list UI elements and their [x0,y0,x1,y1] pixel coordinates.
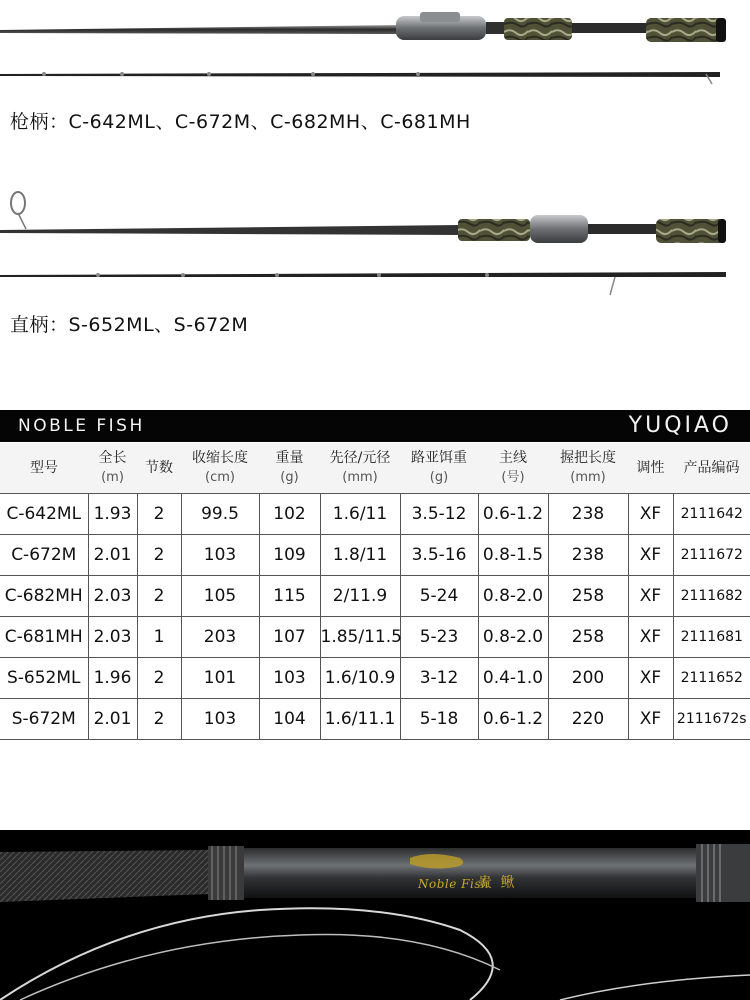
cell-product-code: 2111672s [673,698,750,739]
header-line: 主线 (号) [478,443,548,493]
brand-logo-right: YUQIAO [628,413,732,438]
header-grip-length: 握把长度 (mm) [548,443,628,493]
cell-diameter: 1.85/11.5 [320,616,400,657]
cell-sections: 2 [137,534,181,575]
cell-model: C-681MH [0,616,88,657]
cell-grip-length: 258 [548,616,628,657]
cell-weight: 104 [259,698,320,739]
cell-length: 2.01 [88,698,137,739]
table-row [0,493,750,534]
header-action: 调性 [628,443,673,493]
header-length: 全长 (m) [88,443,137,493]
cell-weight: 103 [259,657,320,698]
cell-product-code: 2111681 [673,616,750,657]
cell-diameter: 1.6/10.9 [320,657,400,698]
cell-sections: 2 [137,493,181,534]
cell-diameter: 1.6/11.1 [320,698,400,739]
cell-grip-length: 200 [548,657,628,698]
cell-line: 0.6-1.2 [478,493,548,534]
cell-closed-length: 103 [181,698,259,739]
casting-rod-image [0,0,750,100]
cell-length: 1.96 [88,657,137,698]
cell-action: XF [628,534,673,575]
cell-product-code: 2111682 [673,575,750,616]
table-row [0,534,750,575]
cell-closed-length: 99.5 [181,493,259,534]
cell-product-code: 2111652 [673,657,750,698]
cell-sections: 2 [137,698,181,739]
spinning-rod-section [0,185,750,340]
cell-sections: 2 [137,657,181,698]
cell-grip-length: 238 [548,493,628,534]
cell-line: 0.4-1.0 [478,657,548,698]
cell-diameter: 2/11.9 [320,575,400,616]
product-logo-text: Noble Fish [418,877,490,891]
table-row [0,698,750,739]
table-row [0,616,750,657]
cell-sections: 2 [137,575,181,616]
cell-lure-weight: 5-23 [400,616,478,657]
casting-caption: 枪柄：C-642ML、C-672M、C-682MH、C-681MH [10,111,471,133]
cell-lure-weight: 3.5-12 [400,493,478,534]
cell-grip-length: 220 [548,698,628,739]
cell-lure-weight: 5-24 [400,575,478,616]
header-product-code: 产品编码 [673,443,750,493]
spec-table [0,443,750,740]
rod-closeup-image [0,830,750,1000]
cell-action: XF [628,493,673,534]
cell-diameter: 1.6/11 [320,493,400,534]
cell-line: 0.8-2.0 [478,616,548,657]
cell-product-code: 2111672 [673,534,750,575]
spinning-rod-image [0,185,750,305]
spinning-caption: 直柄：S-652ML、S-672M [10,314,249,336]
cell-lure-weight: 3-12 [400,657,478,698]
cell-product-code: 2111642 [673,493,750,534]
brand-name-left: NOBLE FISH [18,416,145,436]
cell-diameter: 1.8/11 [320,534,400,575]
cell-action: XF [628,657,673,698]
cell-action: XF [628,575,673,616]
rod-closeup-photo [0,830,750,1000]
cell-length: 1.93 [88,493,137,534]
cell-length: 2.01 [88,534,137,575]
cell-grip-length: 258 [548,575,628,616]
cell-model: S-672M [0,698,88,739]
fore-grip-shape [504,18,572,40]
table-row [0,657,750,698]
cell-closed-length: 103 [181,534,259,575]
cell-closed-length: 203 [181,616,259,657]
cell-model: S-652ML [0,657,88,698]
cell-weight: 102 [259,493,320,534]
table-header-row [0,443,750,493]
brand-banner [0,410,750,442]
header-weight: 重量 (g) [259,443,320,493]
cell-lure-weight: 5-18 [400,698,478,739]
cell-lure-weight: 3.5-16 [400,534,478,575]
cell-model: C-642ML [0,493,88,534]
cell-grip-length: 238 [548,534,628,575]
cell-line: 0.8-1.5 [478,534,548,575]
cell-weight: 115 [259,575,320,616]
product-logo-cn: 贵 鳅 [478,875,517,891]
header-sections: 节数 [137,443,181,493]
cell-action: XF [628,616,673,657]
cell-closed-length: 101 [181,657,259,698]
cell-length: 2.03 [88,616,137,657]
casting-rod-section [0,0,750,140]
cell-length: 2.03 [88,575,137,616]
cell-sections: 1 [137,616,181,657]
table-row [0,575,750,616]
cell-closed-length: 105 [181,575,259,616]
header-lure-weight: 路亚饵重 (g) [400,443,478,493]
cell-action: XF [628,698,673,739]
cell-weight: 109 [259,534,320,575]
rear-grip-shape [646,18,722,42]
cell-weight: 107 [259,616,320,657]
cell-model: C-672M [0,534,88,575]
cell-line: 0.8-2.0 [478,575,548,616]
header-model: 型号 [0,443,88,493]
cell-line: 0.6-1.2 [478,698,548,739]
header-diameter: 先径/元径 (mm) [320,443,400,493]
cell-model: C-682MH [0,575,88,616]
header-closed-length: 收缩长度 (cm) [181,443,259,493]
